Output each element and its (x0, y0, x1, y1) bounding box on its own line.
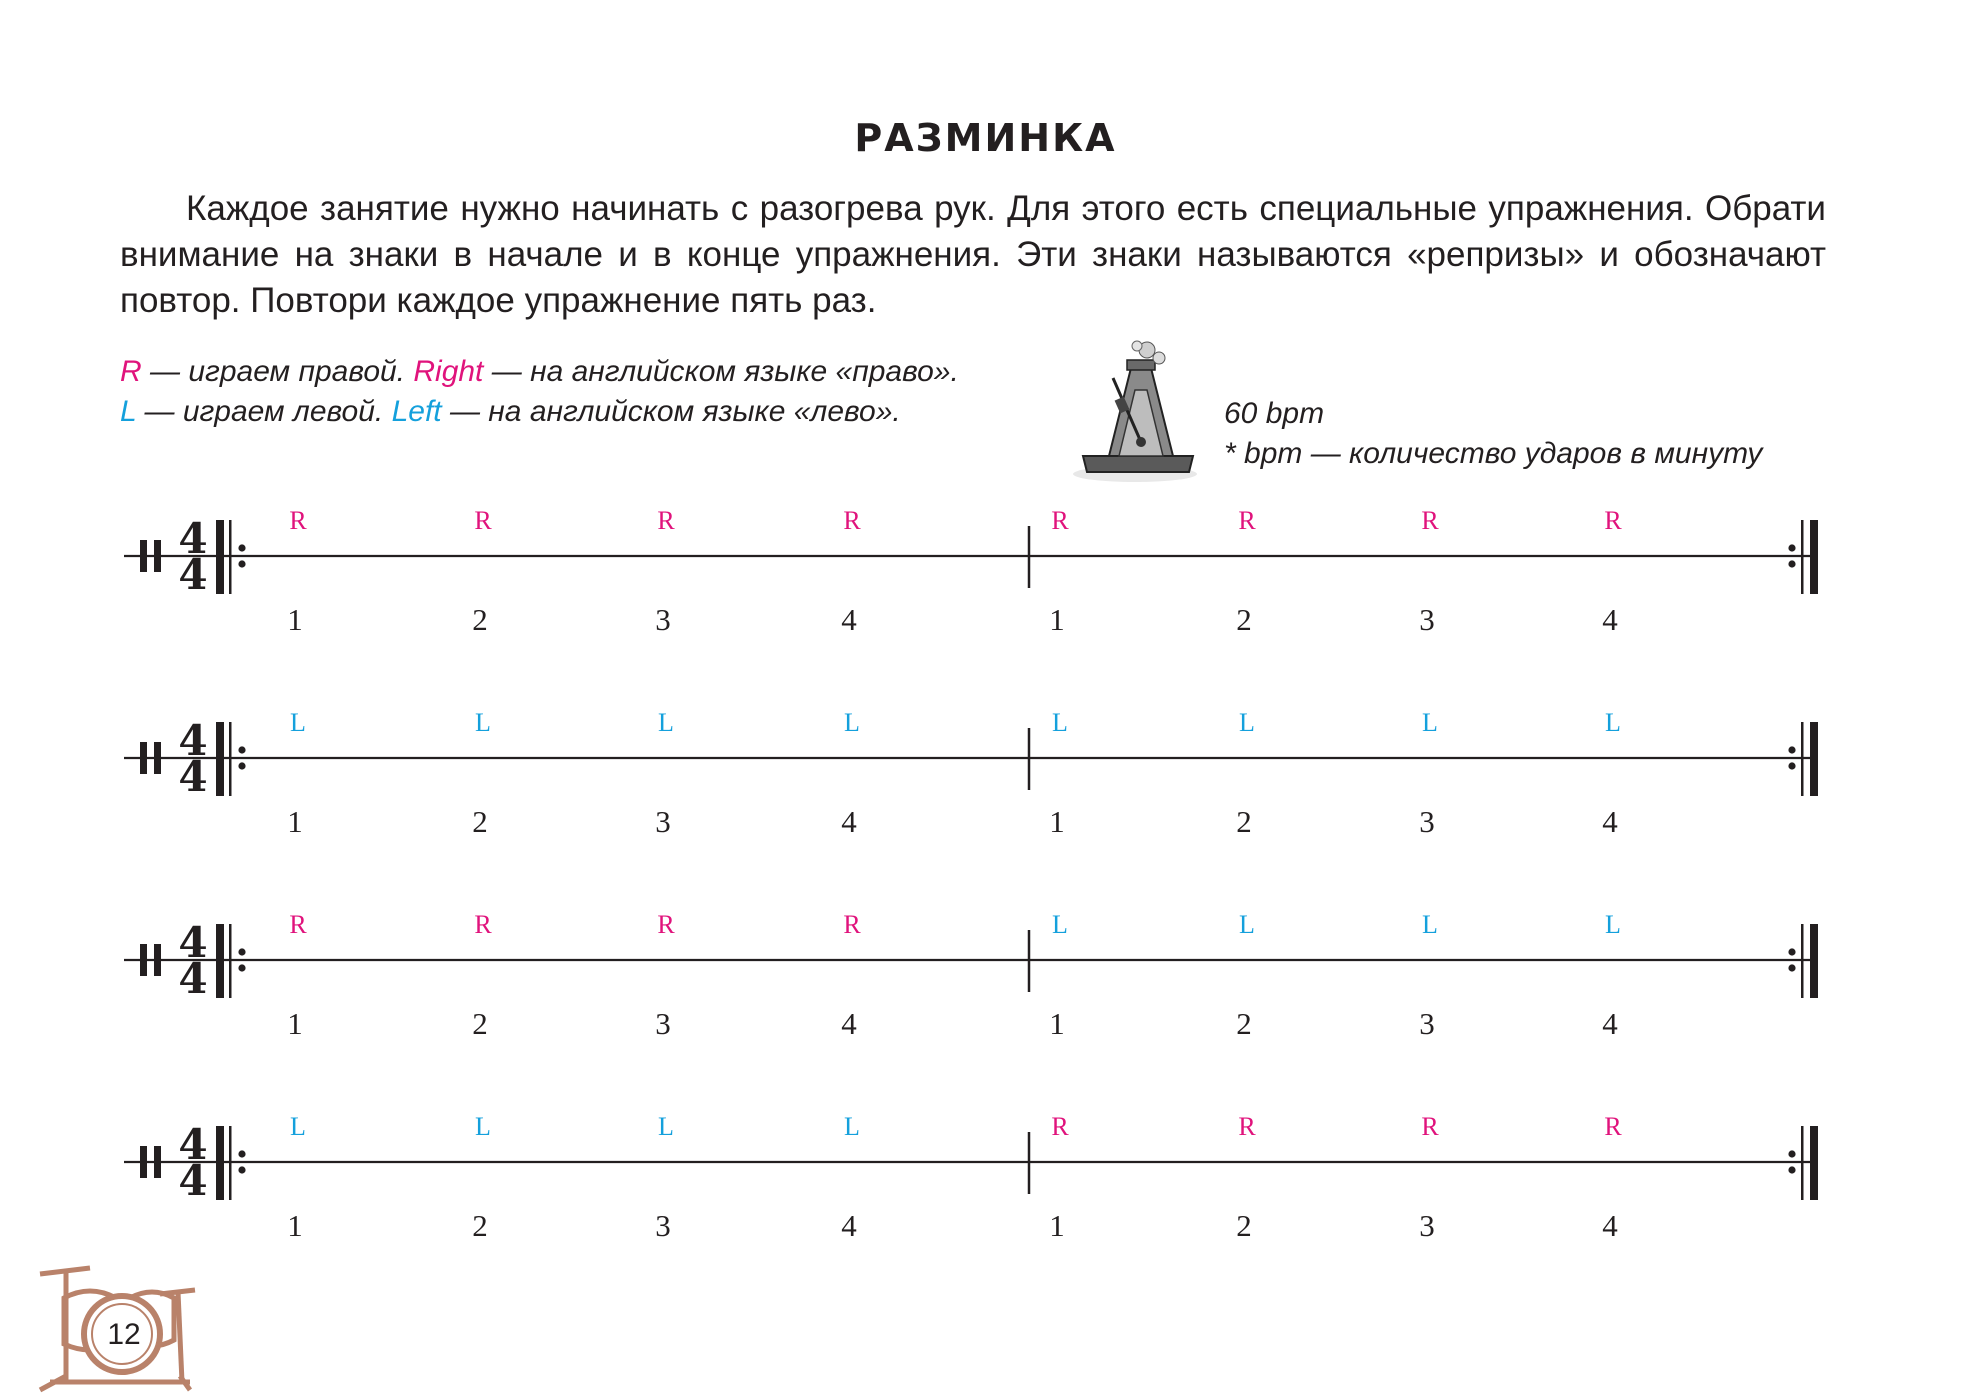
percussion-clef-bar (154, 742, 161, 774)
time-signature-top: 4 (178, 1120, 208, 1169)
beat-count: 2 (1236, 804, 1252, 839)
beat-count: 2 (472, 1006, 488, 1041)
repeat-start-dot (238, 762, 245, 769)
beat-count: 4 (841, 602, 857, 637)
page-title: РАЗМИНКА (854, 116, 1117, 160)
hand-left-marker: L (844, 708, 860, 737)
beat-count: 1 (1049, 804, 1065, 839)
beat-count: 1 (287, 804, 303, 839)
percussion-clef-bar (154, 1146, 161, 1178)
repeat-end-thick-bar (1810, 722, 1818, 796)
legend-right-word: Right (413, 355, 484, 388)
hand-right-marker: R (657, 910, 675, 939)
repeat-start-dot (238, 544, 245, 551)
beat-count: 1 (287, 1006, 303, 1041)
repeat-end-dot (1788, 964, 1795, 971)
repeat-start-thin-bar (229, 722, 232, 796)
percussion-clef-bar (154, 540, 161, 572)
beat-count: 3 (655, 804, 671, 839)
hand-right-marker: R (1604, 506, 1622, 535)
hand-right-marker: R (474, 910, 492, 939)
percussion-clef-bar (140, 540, 147, 572)
hand-right-marker: R (289, 506, 307, 535)
beat-count: 3 (655, 1208, 671, 1243)
hand-right-marker: R (843, 506, 861, 535)
repeat-end-thin-bar (1801, 722, 1804, 796)
beat-count: 2 (1236, 1208, 1252, 1243)
tempo-note: * bpm — количество ударов в минуту (1224, 437, 1763, 470)
repeat-start-thin-bar (229, 520, 232, 594)
hand-right-marker: R (843, 910, 861, 939)
time-signature-top: 4 (178, 716, 208, 765)
hand-right-marker: R (1051, 506, 1069, 535)
time-signature-top: 4 (178, 514, 208, 563)
hand-right-marker: R (1421, 506, 1439, 535)
repeat-start-dot (238, 948, 245, 955)
time-signature-bottom: 4 (178, 550, 208, 599)
page-number: 12 (107, 1318, 141, 1351)
beat-count: 1 (1049, 602, 1065, 637)
beat-count: 4 (841, 1006, 857, 1041)
repeat-start-dot (238, 964, 245, 971)
repeat-end-dot (1788, 746, 1795, 753)
exercise-1 (0, 504, 1971, 654)
legend-right-text-1: — играем правой. (141, 355, 414, 388)
beat-count: 4 (1602, 804, 1618, 839)
hand-left-marker: L (1052, 708, 1068, 737)
beat-count: 1 (1049, 1208, 1065, 1243)
hand-left-marker: L (1605, 910, 1621, 939)
time-signature-bottom: 4 (178, 752, 208, 801)
repeat-start-thick-bar (216, 1126, 224, 1200)
hand-left-marker: L (1239, 708, 1255, 737)
legend-left-text-1: — играем левой. (136, 395, 392, 428)
repeat-start-dot (238, 560, 245, 567)
repeat-start-thick-bar (216, 722, 224, 796)
repeat-end-dot (1788, 948, 1795, 955)
repeat-end-thin-bar (1801, 1126, 1804, 1200)
beat-count: 3 (1419, 1208, 1435, 1243)
hand-left-marker: L (290, 708, 306, 737)
repeat-start-thick-bar (216, 924, 224, 998)
beat-count: 1 (287, 1208, 303, 1243)
beat-count: 4 (1602, 1208, 1618, 1243)
beat-count: 3 (1419, 1006, 1435, 1041)
hand-legend (120, 352, 959, 432)
legend-left-text-2: — на английском языке «лево». (441, 395, 901, 428)
repeat-end-thin-bar (1801, 924, 1804, 998)
percussion-clef-bar (140, 1146, 147, 1178)
intro-paragraph: Каждое занятие нужно начинать с разогрева рук. Для этого есть специальные упражнения. Обрати внимание на знаки в начале и в конце упражнения. Эти знаки называются «репризы» и обозначают повтор. Повтори каждое упражнение пять раз. (120, 189, 1826, 320)
percussion-clef-bar (140, 944, 147, 976)
legend-right-letter: R (120, 355, 142, 388)
legend-left-letter: L (120, 395, 137, 428)
time-signature-top: 4 (178, 918, 208, 967)
hand-left-marker: L (290, 1112, 306, 1141)
beat-count: 4 (1602, 1006, 1618, 1041)
hand-left-marker: L (658, 1112, 674, 1141)
repeat-end-dot (1788, 544, 1795, 551)
repeat-end-dot (1788, 1150, 1795, 1157)
beat-count: 1 (1049, 1006, 1065, 1041)
hand-left-marker: L (475, 1112, 491, 1141)
repeat-start-thin-bar (229, 1126, 232, 1200)
repeat-end-dot (1788, 1166, 1795, 1173)
legend-left-line (120, 392, 959, 432)
beat-count: 2 (472, 1208, 488, 1243)
hand-right-marker: R (1051, 1112, 1069, 1141)
exercise-3 (0, 908, 1971, 1058)
beat-count: 2 (472, 602, 488, 637)
beat-count: 4 (1602, 602, 1618, 637)
hand-right-marker: R (1421, 1112, 1439, 1141)
beat-count: 3 (1419, 804, 1435, 839)
repeat-start-dot (238, 1150, 245, 1157)
repeat-start-dot (238, 1166, 245, 1173)
tempo-info (1224, 394, 1762, 474)
repeat-start-thin-bar (229, 924, 232, 998)
repeat-end-thin-bar (1801, 520, 1804, 594)
percussion-clef-bar (154, 944, 161, 976)
legend-left-word: Left (391, 395, 442, 428)
exercise-2 (0, 706, 1971, 856)
beat-count: 3 (1419, 602, 1435, 637)
hand-left-marker: L (1239, 910, 1255, 939)
beat-count: 3 (655, 602, 671, 637)
hand-left-marker: L (1422, 708, 1438, 737)
beat-count: 1 (287, 602, 303, 637)
beat-count: 4 (841, 1208, 857, 1243)
beat-count: 2 (1236, 1006, 1252, 1041)
hand-right-marker: R (1238, 1112, 1256, 1141)
beat-count: 2 (1236, 602, 1252, 637)
repeat-end-dot (1788, 762, 1795, 769)
hand-right-marker: R (657, 506, 675, 535)
hand-left-marker: L (1422, 910, 1438, 939)
hand-right-marker: R (1238, 506, 1256, 535)
hand-left-marker: L (844, 1112, 860, 1141)
repeat-end-thick-bar (1810, 520, 1818, 594)
beat-count: 3 (655, 1006, 671, 1041)
hand-right-marker: R (1604, 1112, 1622, 1141)
hand-right-marker: R (289, 910, 307, 939)
hand-left-marker: L (1052, 910, 1068, 939)
beat-count: 2 (472, 804, 488, 839)
time-signature-bottom: 4 (178, 954, 208, 1003)
hand-left-marker: L (475, 708, 491, 737)
legend-right-line (120, 352, 959, 392)
repeat-start-thick-bar (216, 520, 224, 594)
repeat-end-thick-bar (1810, 1126, 1818, 1200)
exercise-4 (0, 1110, 1971, 1260)
tempo-bpm: 60 bpm (1224, 397, 1325, 430)
hand-left-marker: L (1605, 708, 1621, 737)
legend-right-text-2: — на английском языке «право». (483, 355, 959, 388)
beat-count: 4 (841, 804, 857, 839)
hand-left-marker: L (658, 708, 674, 737)
hand-right-marker: R (474, 506, 492, 535)
repeat-start-dot (238, 746, 245, 753)
time-signature-bottom: 4 (178, 1156, 208, 1205)
percussion-clef-bar (140, 742, 147, 774)
repeat-end-dot (1788, 560, 1795, 567)
metronome-icon (1073, 338, 1213, 484)
repeat-end-thick-bar (1810, 924, 1818, 998)
